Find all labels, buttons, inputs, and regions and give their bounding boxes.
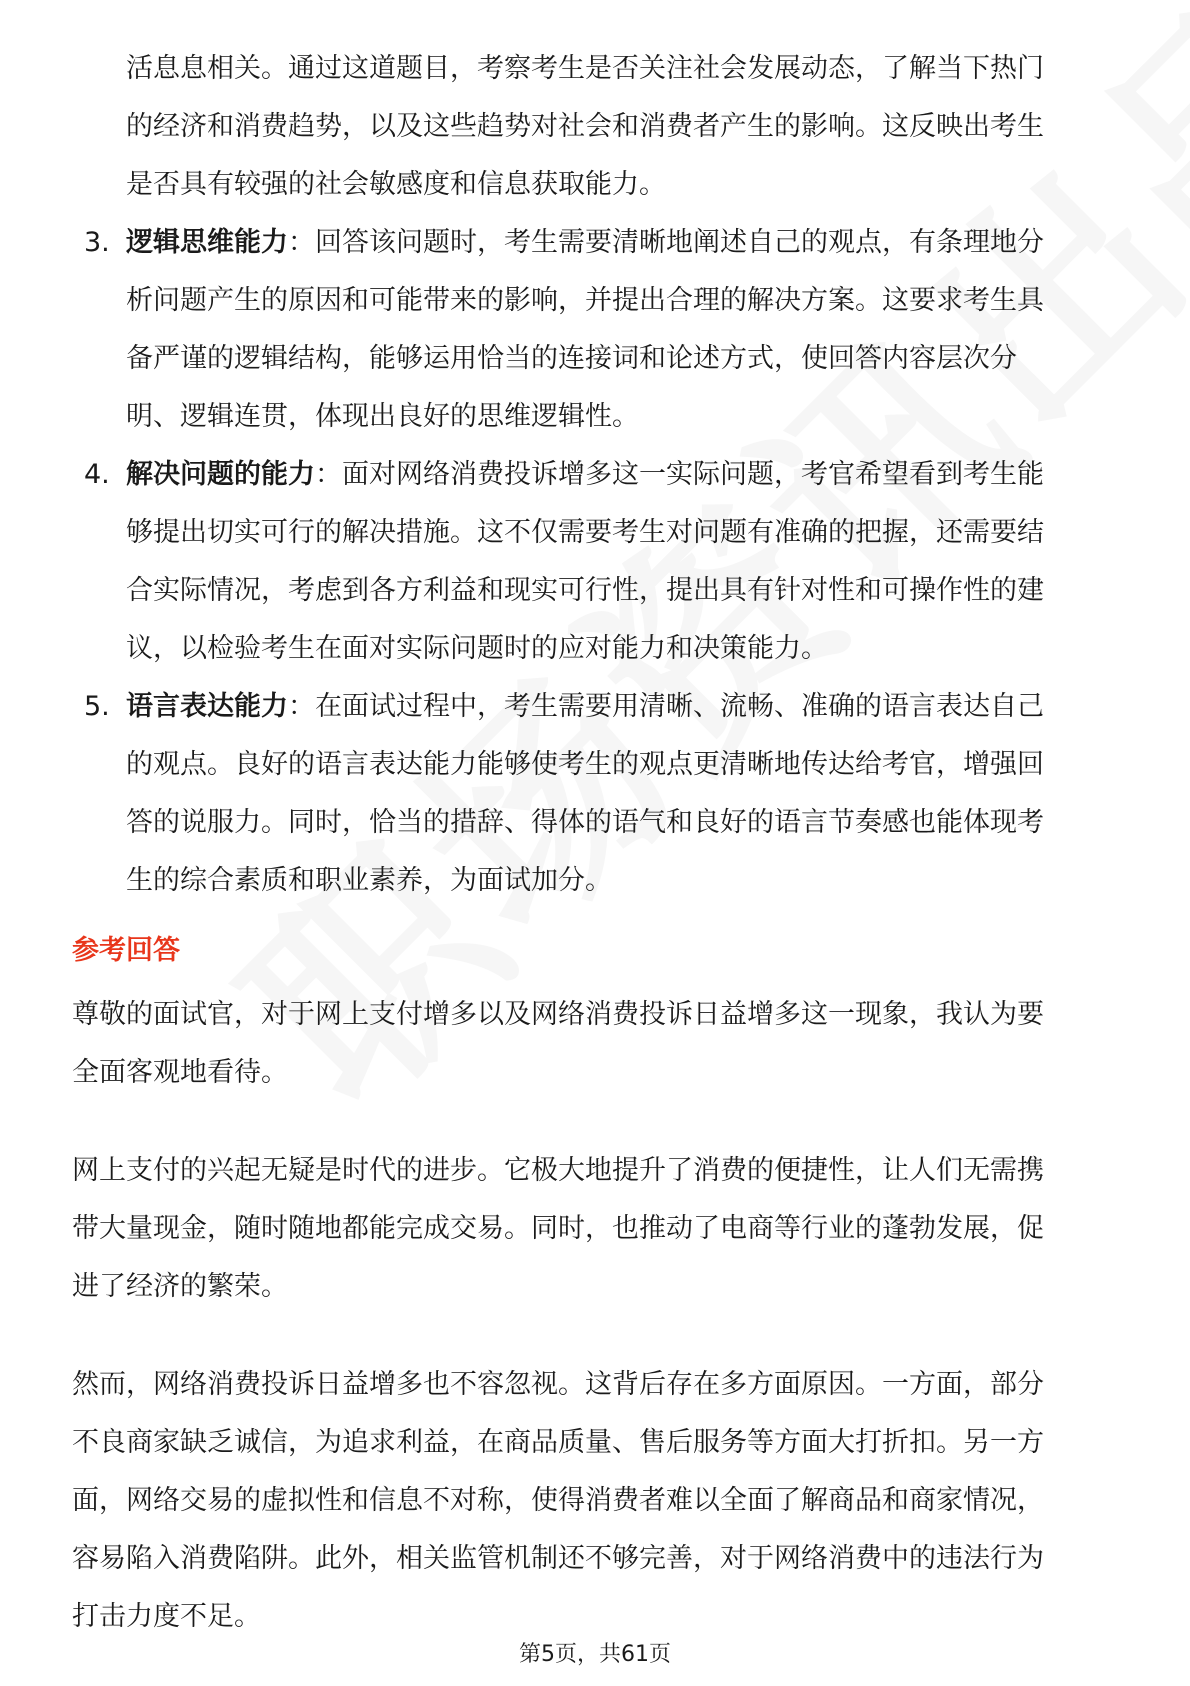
section-title-reference-answer: 参考回答: [72, 935, 180, 966]
text-line: 不良商家缺乏诚信，为追求利益，在商品质量、售后服务等方面大打折扣。另一方: [72, 1427, 1044, 1458]
list-item-title: 解决问题的能力: [126, 459, 315, 490]
text-line: 面，网络交易的虚拟性和信息不对称，使得消费者难以全面了解商品和商家情况，: [72, 1485, 1044, 1516]
text-line: 容易陷入消费陷阱。此外，相关监管机制还不够完善，对于网络消费中的违法行为: [72, 1543, 1044, 1574]
text-line: 析问题产生的原因和可能带来的影响，并提出合理的解决方案。这要求考生具: [126, 285, 1044, 316]
paragraph: [72, 986, 1118, 1102]
text-line: 答的说服力。同时，恰当的措辞、得体的语气和良好的语言节奏感也能体现考: [126, 807, 1044, 838]
list-item-first-line: [72, 446, 1118, 504]
text-line: 议，以检验考生在面对实际问题时的应对能力和决策能力。: [126, 633, 828, 664]
list-item-title: 语言表达能力: [126, 691, 288, 722]
text-line: 的经济和消费趋势，以及这些趋势对社会和消费者产生的影响。这反映出考生: [126, 111, 1044, 142]
text-line: 进了经济的繁荣。: [72, 1271, 288, 1302]
intro-continuation: [72, 40, 1118, 214]
list-number: 3.: [84, 227, 110, 258]
list-item-problem-solving: [72, 446, 1118, 678]
list-number: 4.: [84, 459, 110, 490]
text-line: 备严谨的逻辑结构，能够运用恰当的连接词和论述方式，使回答内容层次分: [126, 343, 1017, 374]
list-item-first-line: [72, 678, 1118, 736]
text-line: 的观点。良好的语言表达能力能够使考生的观点更清晰地传达给考官，增强回: [126, 749, 1044, 780]
paragraph: [72, 1142, 1118, 1316]
list-item-title: 逻辑思维能力: [126, 227, 288, 258]
text-line: 全面客观地看待。: [72, 1057, 288, 1088]
text-line: 带大量现金，随时随地都能完成交易。同时，也推动了电商等行业的蓬勃发展，促: [72, 1213, 1044, 1244]
text-line: 活息息相关。通过这道题目，考察考生是否关注社会发展动态，了解当下热门: [126, 53, 1044, 84]
text-line: 生的综合素质和职业素养，为面试加分。: [126, 865, 612, 896]
text-line: 尊敬的面试官，对于网上支付增多以及网络消费投诉日益增多这一现象，我认为要: [72, 999, 1044, 1030]
list-number: 5.: [84, 691, 110, 722]
page-content: [72, 40, 1118, 1686]
list-item-text: ：面对网络消费投诉增多这一实际问题，考官希望看到考生能: [315, 459, 1044, 490]
paragraph: [72, 1356, 1118, 1646]
text-line: 合实际情况，考虑到各方利益和现实可行性，提出具有针对性和可操作性的建: [126, 575, 1044, 606]
text-line: 是否具有较强的社会敏感度和信息获取能力。: [126, 169, 666, 200]
list-item-text: ：回答该问题时，考生需要清晰地阐述自己的观点，有条理地分: [288, 227, 1044, 258]
text-line: 然而，网络消费投诉日益增多也不容忽视。这背后存在多方面原因。一方面，部分: [72, 1369, 1044, 1400]
text-line: 明、逻辑连贯，体现出良好的思维逻辑性。: [126, 401, 639, 432]
text-line: 网上支付的兴起无疑是时代的进步。它极大地提升了消费的便捷性，让人们无需携: [72, 1155, 1044, 1186]
text-line: 打击力度不足。: [72, 1601, 261, 1632]
page-footer: 第5页，共61页: [519, 1642, 671, 1667]
list-item-text: ：在面试过程中，考生需要用清晰、流畅、准确的语言表达自己: [288, 691, 1044, 722]
list-item-first-line: [72, 214, 1118, 272]
list-item-logical-thinking: [72, 214, 1118, 446]
text-line: 够提出切实可行的解决措施。这不仅需要考生对问题有准确的把握，还需要结: [126, 517, 1044, 548]
list-item-language-expression: [72, 678, 1118, 910]
